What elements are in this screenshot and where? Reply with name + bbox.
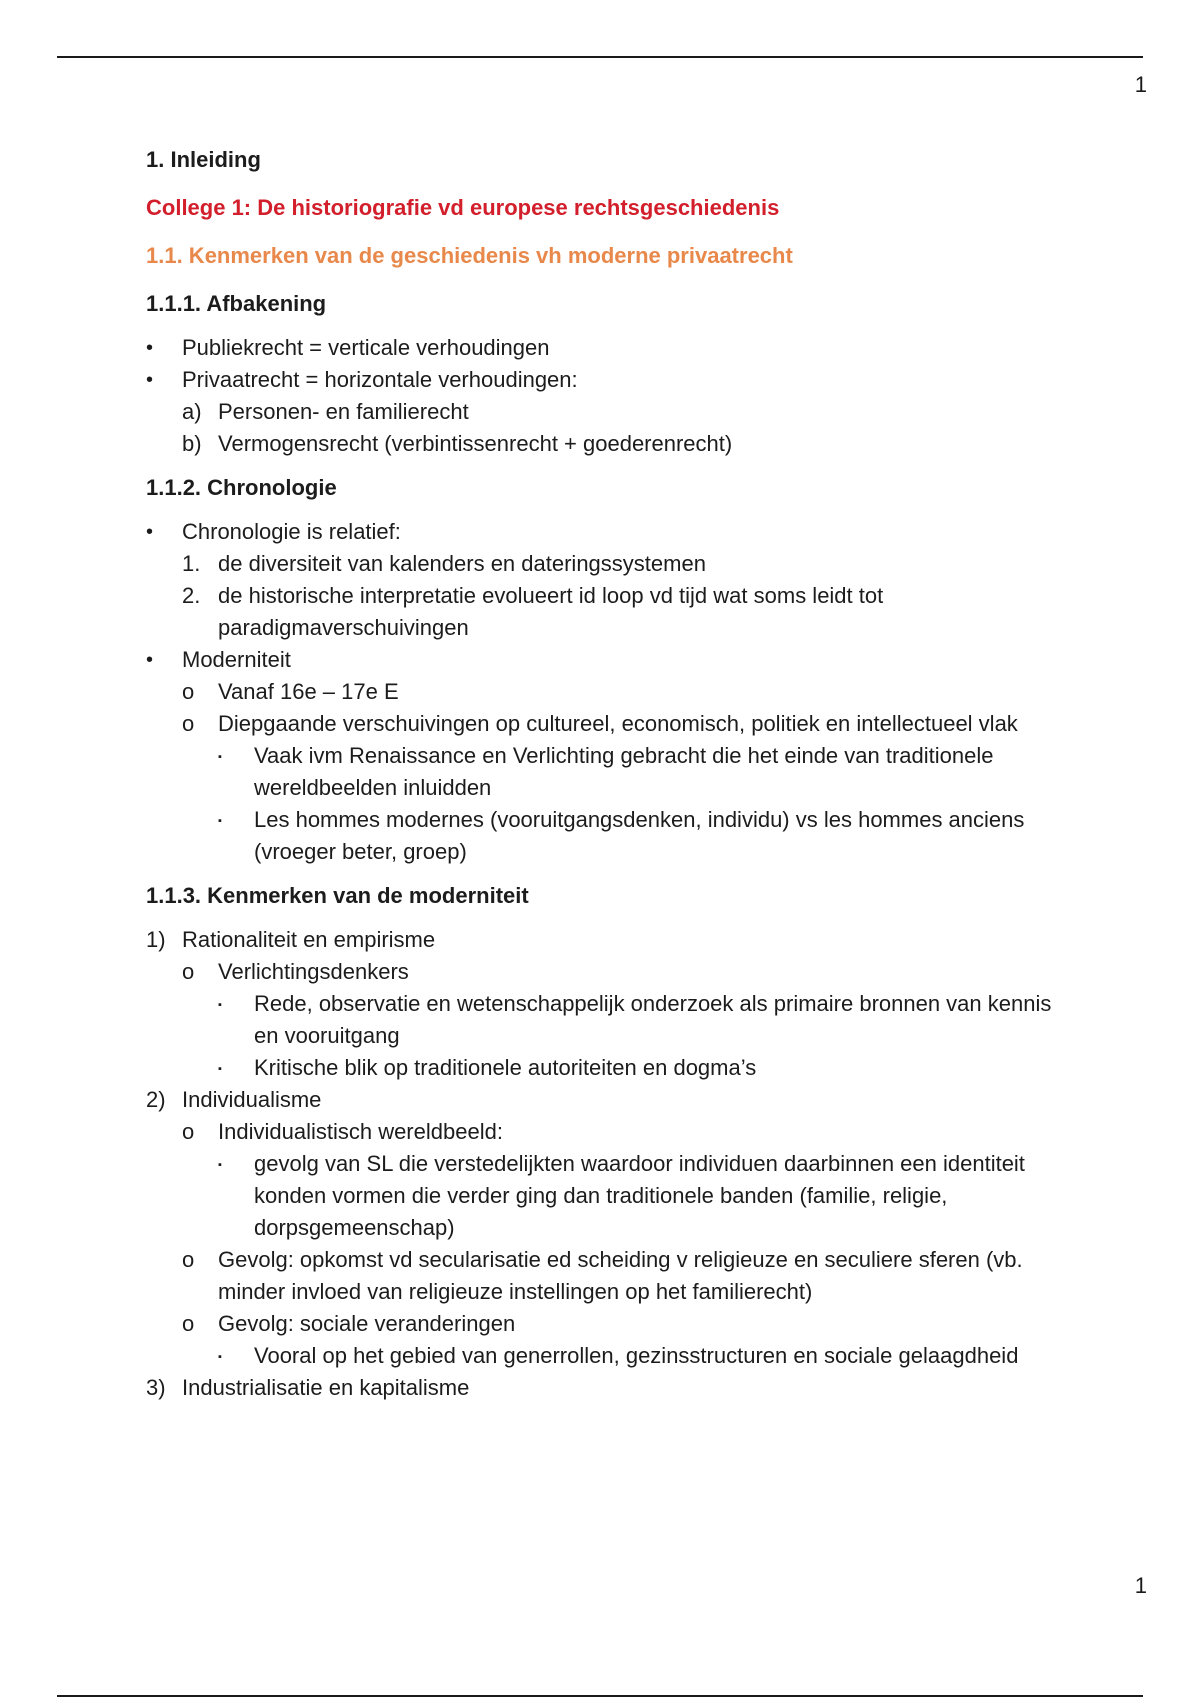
list-marker: ▪ <box>218 1159 222 1171</box>
list-item-text: Publiekrecht = verticale verhoudingen <box>182 335 550 360</box>
list-marker: o <box>182 1247 195 1272</box>
footer-rule <box>57 1695 1143 1697</box>
list-item-text: Moderniteit <box>182 647 291 672</box>
list-item-text: Rationaliteit en empirisme <box>182 927 436 952</box>
list-marker: 1. <box>182 551 201 576</box>
list-item-text: Vooral op het gebied van generrollen, gezinsstructuren en sociale gelaagdheid <box>254 1343 1019 1368</box>
list-marker: • <box>146 649 154 671</box>
page-number-bottom: 1 <box>1134 1573 1147 1598</box>
list-marker: 3) <box>146 1375 166 1400</box>
list-marker: 2. <box>182 583 201 608</box>
list-marker: o <box>182 959 195 984</box>
list-item <box>146 332 1076 364</box>
heading-section-1-1: 1.1. Kenmerken van de geschiedenis vh moderne privaatrecht <box>146 243 793 268</box>
list-marker: • <box>146 369 154 391</box>
afbakening-list <box>146 332 1076 460</box>
list-item <box>146 1084 1076 1116</box>
list-item <box>146 924 1076 956</box>
list-item <box>146 580 1076 644</box>
list-marker: o <box>182 679 195 704</box>
list-item-text: Gevolg: opkomst vd secularisatie ed scheiding v religieuze en seculiere sferen (vb. minder invloed van religieuze instellingen op het familierecht) <box>218 1247 1023 1304</box>
list-item <box>146 1116 1076 1148</box>
list-marker: • <box>146 337 154 359</box>
list-marker: o <box>182 1311 195 1336</box>
list-item <box>146 740 1076 804</box>
list-item-text: Kritische blik op traditionele autoriteiten en dogma’s <box>254 1055 757 1080</box>
list-item-text: Industrialisatie en kapitalisme <box>182 1375 470 1400</box>
list-item-text: Les hommes modernes (vooruitgangsdenken, individu) vs les hommes anciens (vroeger beter, groep) <box>254 807 1025 864</box>
list-item <box>146 804 1076 868</box>
list-item <box>146 1308 1076 1340</box>
list-item-text: Rede, observatie en wetenschappelijk onderzoek als primaire bronnen van kennis en vooruitgang <box>254 991 1052 1048</box>
list-item <box>146 644 1076 676</box>
list-item <box>146 676 1076 708</box>
moderniteit-list <box>146 924 1076 1404</box>
list-marker: • <box>146 521 154 543</box>
list-item <box>146 988 1076 1052</box>
list-item <box>146 428 1076 460</box>
list-item-text: Personen- en familierecht <box>218 399 469 424</box>
list-item-text: gevolg van SL die verstedelijkten waardoor individuen daarbinnen een identiteit konden vormen die verder ging dan traditionele banden (familie, religie, dorpsgemeenschap) <box>254 1151 1025 1240</box>
heading-inleiding: 1. Inleiding <box>146 147 261 172</box>
list-marker: ▪ <box>218 1351 222 1363</box>
list-marker: a) <box>182 399 202 424</box>
heading-afbakening: 1.1.1. Afbakening <box>146 291 327 316</box>
list-marker: b) <box>182 431 202 456</box>
list-marker: ▪ <box>218 815 222 827</box>
list-item-text: Individualistisch wereldbeeld: <box>218 1119 503 1144</box>
list-item <box>146 516 1076 548</box>
list-item-text: Chronologie is relatief: <box>182 519 401 544</box>
list-item <box>146 956 1076 988</box>
list-marker: ▪ <box>218 999 222 1011</box>
list-marker: ▪ <box>218 1063 222 1075</box>
header-rule <box>57 56 1143 58</box>
chronologie-list <box>146 516 1076 868</box>
list-marker: o <box>182 711 195 736</box>
page-number-top: 1 <box>1134 72 1147 97</box>
list-item-text: Vanaf 16e – 17e E <box>218 679 399 704</box>
list-item-text: Vaak ivm Renaissance en Verlichting gebracht die het einde van traditionele wereldbeelden inluidden <box>254 743 994 800</box>
list-item <box>146 364 1076 396</box>
list-item <box>146 548 1076 580</box>
list-marker: 1) <box>146 927 166 952</box>
list-item <box>146 1372 1076 1404</box>
list-item-text: Privaatrecht = horizontale verhoudingen: <box>182 367 578 392</box>
document-body <box>146 146 1076 1418</box>
list-marker: ▪ <box>218 751 222 763</box>
list-item-text: Verlichtingsdenkers <box>218 959 409 984</box>
list-item-text: de diversiteit van kalenders en dateringssystemen <box>218 551 706 576</box>
list-item-text: Vermogensrecht (verbintissenrecht + goederenrecht) <box>218 431 733 456</box>
list-item <box>146 396 1076 428</box>
heading-chronologie: 1.1.2. Chronologie <box>146 475 337 500</box>
list-item-text: Individualisme <box>182 1087 322 1112</box>
list-marker: o <box>182 1119 195 1144</box>
list-item-text: Gevolg: sociale veranderingen <box>218 1311 516 1336</box>
list-item <box>146 708 1076 740</box>
list-item <box>146 1148 1076 1244</box>
heading-moderniteit: 1.1.3. Kenmerken van de moderniteit <box>146 883 529 908</box>
list-marker: 2) <box>146 1087 166 1112</box>
list-item <box>146 1244 1076 1308</box>
list-item-text: Diepgaande verschuivingen op cultureel, economisch, politiek en intellectueel vlak <box>218 711 1018 736</box>
heading-college: College 1: De historiografie vd europese rechtsgeschiedenis <box>146 195 780 220</box>
list-item <box>146 1340 1076 1372</box>
list-item <box>146 1052 1076 1084</box>
list-item-text: de historische interpretatie evolueert id loop vd tijd wat soms leidt tot paradigmaverschuivingen <box>218 583 884 640</box>
